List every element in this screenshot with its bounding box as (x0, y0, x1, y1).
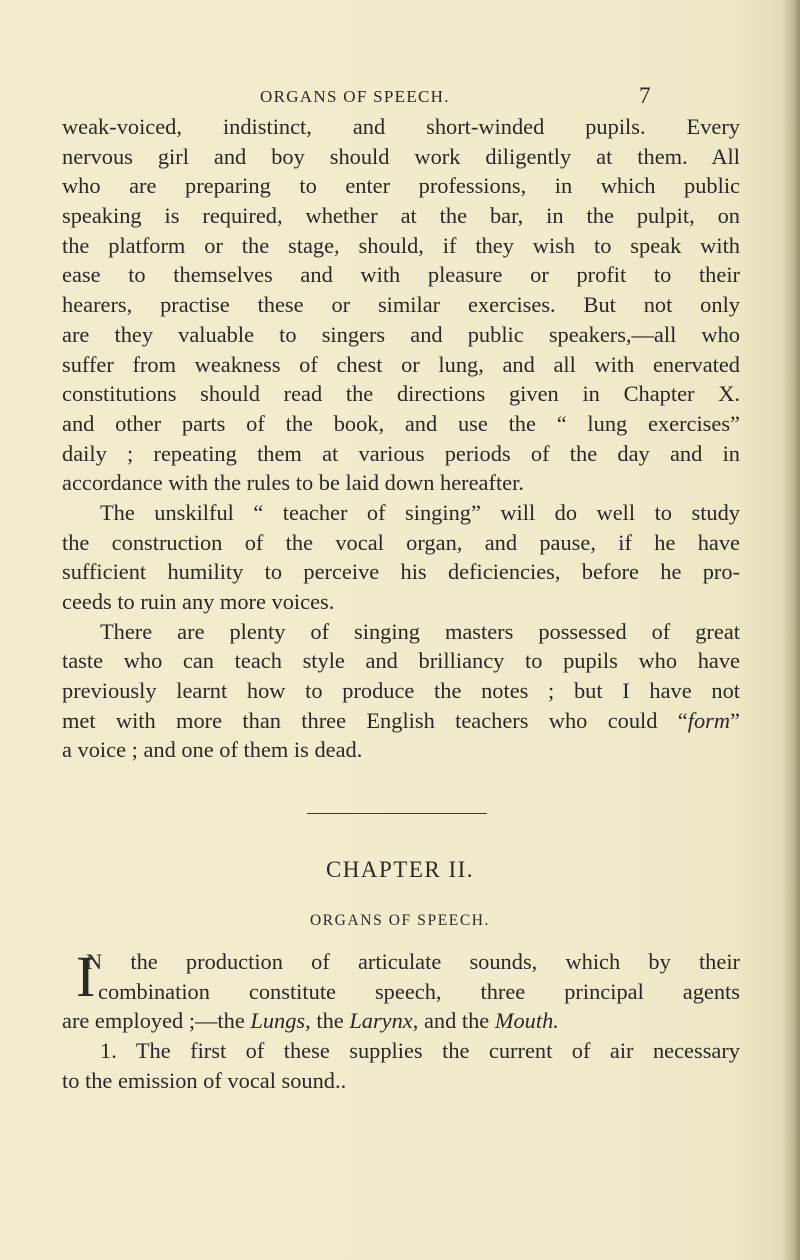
text-line: The unskilful “ teacher of singing” will do well to study (100, 499, 740, 525)
text-line: There are plenty of singing masters possessed of great (100, 618, 740, 644)
drop-cap: I (76, 944, 96, 1009)
text-line: are they valuable to singers and public speakers,—all who (62, 321, 740, 347)
text-line: daily ; repeating them at various periods of the day and in (62, 440, 740, 466)
text-line: ceeds to ruin any more voices. (62, 589, 335, 614)
text-line: the construction of the vocal organ, and pause, if he have (62, 529, 740, 555)
text-line: weak-voiced, indistinct, and short-winded pupils. Every (62, 114, 740, 139)
text-line: hearers, practise these or similar exercises. But not only (62, 292, 740, 318)
text-segment: , and the (412, 1008, 495, 1034)
text-line: 1. The first of these supplies the current of air necessary (100, 1038, 740, 1064)
running-title: ORGANS OF SPEECH. (260, 87, 450, 106)
chapter-heading: CHAPTER II. (325, 857, 475, 882)
text-line: the platform or the stage, should, if they wish to speak with (62, 232, 740, 258)
page-binding-shadow (782, 0, 800, 1260)
text-line: who are preparing to enter professions, in which public (62, 173, 740, 199)
text-segment: met with more than three English teachers who could “ (62, 707, 688, 733)
text-line: constitutions should read the directions given in Chapter X. (62, 381, 740, 407)
text-line: ease to themselves and with pleasure or profit to their (62, 262, 740, 288)
text-line: sufficient humility to perceive his deficiencies, before he pro- (62, 559, 740, 585)
body-text (62, 112, 740, 765)
text-segment: , the (305, 1008, 350, 1034)
chapter-subtitle: ORGANS OF SPEECH. (309, 912, 491, 929)
text-line: and other parts of the book, and use the “ lung exercises” (62, 410, 740, 436)
chapter-body-text (62, 944, 740, 1095)
text-line (62, 1006, 740, 1036)
text-line (62, 706, 740, 736)
text-line: a voice ; and one of them is dead. (62, 737, 363, 763)
italic-word: Mouth. (494, 1008, 559, 1034)
italic-word: form (687, 707, 731, 733)
text-line: N the production of articulate sounds, which by their (86, 949, 740, 974)
text-segment: are employed ;—the (62, 1008, 251, 1034)
italic-word: Larynx (349, 1008, 413, 1034)
running-header (240, 83, 660, 113)
text-line: taste who can teach style and brilliancy to pupils who have (62, 648, 740, 674)
text-line: previously learnt how to produce the notes ; but I have not (62, 678, 740, 704)
italic-word: Lungs (250, 1008, 306, 1034)
text-segment: ” (730, 707, 740, 733)
text-line: to the emission of vocal sound.. (62, 1067, 347, 1093)
text-line: nervous girl and boy should work diligently at them. All (62, 143, 740, 169)
page-number: 7 (639, 83, 651, 108)
text-line: suffer from weakness of chest or lung, and all with enervated (62, 351, 740, 377)
text-line: combination constitute speech, three principal agents (98, 978, 740, 1004)
text-line: accordance with the rules to be laid down hereafter. (62, 470, 524, 496)
section-divider (307, 813, 487, 814)
text-line: speaking is required, whether at the bar, in the pulpit, on (62, 203, 740, 229)
